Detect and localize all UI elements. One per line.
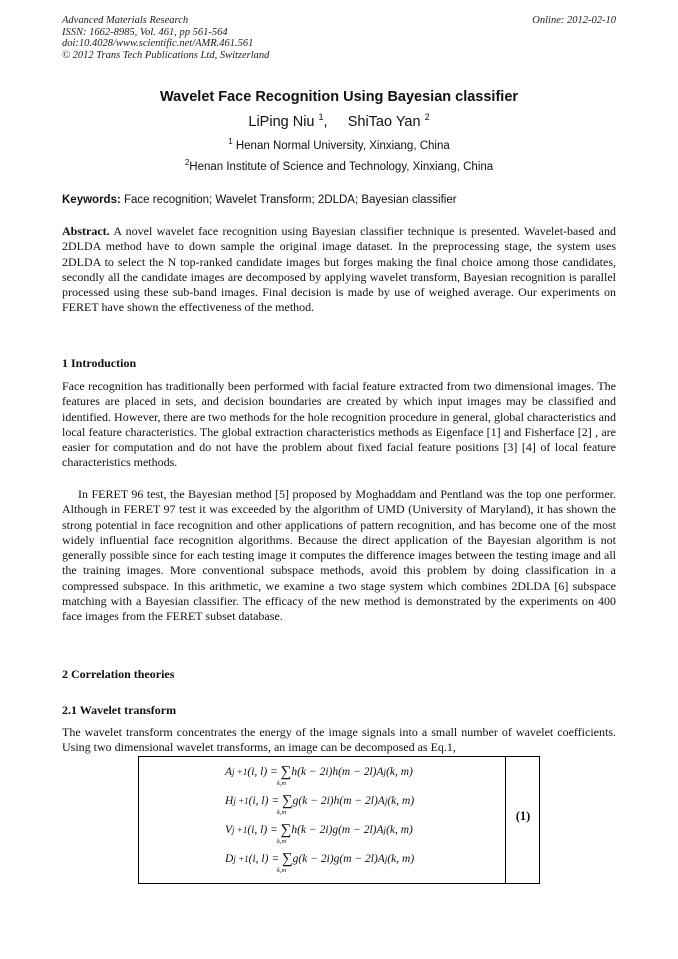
summation-symbol: ∑ [280,764,292,780]
summation-index: k,m [277,838,287,845]
equation-rhs-subscript: j [384,854,388,864]
equation-lhs: H [225,795,234,807]
equation-line [225,821,413,845]
intro-paragraph-1: Face recognition has traditionally been performed with facial feature extracted from two dimensional images. The features are placed in sets, and decision boundaries are created by which input images may be classified and identified. However, there are two methods for the hole recognition procedure in general, global characteristics and local feature characteristics. The global extraction characteristics methods as Eigenface [1] and Fisherface [2] , are easier for computation and do not have the problem about fixed facial feature positions [3] [4] of local feature characteristics methods. [62,379,616,470]
summation-index: k,m [277,809,287,816]
author-affiliation-mark: 1 [318,112,324,122]
equation-rhs: g(k − 2i)g(m − 2l)A [292,853,385,865]
equation-lhs: A [225,766,233,778]
summation-index: k,m [277,867,287,874]
author-name: LiPing Niu [248,113,315,130]
equation-lhs-subscript: j +1 [233,796,249,806]
affiliation-text: Henan Institute of Science and Technology, Xinxiang, China [189,160,494,173]
author-list [0,112,678,130]
equation-rhs-subscript: j [383,767,387,777]
keywords-label: Keywords: [62,194,121,206]
summation-symbol: ∑ [281,793,293,809]
author-affiliation-mark: 2 [424,112,430,122]
equation-rhs: g(k − 2i)h(m − 2l)A [292,795,385,807]
equation-line [225,850,415,874]
equation-tail: (k, m) [387,853,415,865]
equation-args: (i, l) = [247,824,278,836]
equation-lhs: V [225,824,233,836]
affiliation-mark: 1 [228,137,233,146]
author-separator: , [323,113,328,130]
copyright-line: © 2012 Trans Tech Publications Ltd, Switzerland [62,49,270,61]
equation-lhs: D [225,853,234,865]
equation-tail: (k, m) [386,766,413,778]
equation-tail: (k, m) [386,824,413,836]
section-heading-correlation: 2 Correlation theories [62,667,175,681]
abstract-text: A novel wavelet face recognition using Bayesian classifier technique is presented. Wavelet-based and 2DLDA method have to down sample the original image dataset. In the preprocessing stage, the system uses 2DLDA to select the N top-ranked candidate images but forges making the final choice among those candidates, secondly all the candidate images are decomposed by applying wavelet transform, Bayesian recognition is parallel processed using these sub-band images. Final decision is made by use of weighed average. Our experiments on FERET have shown the effectiveness of the method. [62,224,616,315]
summation-symbol: ∑ [280,822,292,838]
affiliation-text: Henan Normal University, Xinxiang, China [235,139,450,152]
journal-name: Advanced Materials Research [62,15,189,26]
abstract-label: Abstract. [62,224,110,238]
section-heading-introduction: 1 Introduction [62,356,137,370]
equation-rhs: h(k − 2i)g(m − 2l)A [291,824,384,836]
intro-paragraph-2: In FERET 96 test, the Bayesian method [5] proposed by Moghaddam and Pentland was the top one performer. Although in FERET 97 test it was exceeded by the algorithm of UMD (University of Maryland), it has shown the strong potential in face recognition and other applications of pattern recognition, and has become one of the most widely influential face recognition algorithms. Because the direct application of the Bayesian algorithm is not generally possible since for each testing image it computes the difference images between the testing image and all the training images. More conventional subspace methods, avoid this problem by doing classification in a compressed subspace. In this arithmetic, we examine a two stage system which combines 2DLDA [6] subspace matching with a Bayesian classifier. The efficacy of the new method is demonstrated by the experiments on 400 face images from the FERET subset database. [62,487,616,624]
equation-args: (i, l) = [248,853,280,865]
affiliation [0,158,678,173]
issn-line: ISSN: 1662-8985, Vol. 461, pp 561-564 [62,26,228,38]
journal-header [62,15,616,61]
equation-lhs-subscript: j +1 [233,854,249,864]
affiliation [0,137,678,152]
equation-rhs-subscript: j [383,825,387,835]
equation-table [138,756,540,884]
author-name: ShiTao Yan [347,113,421,130]
wavelet-paragraph: The wavelet transform concentrates the energy of the image signals into a small number of wavelet coefficients. Using two dimensional wavelet transforms, an image can be decomposed as Eq.1, [62,725,616,755]
keywords [62,194,616,206]
summation-symbol: ∑ [281,851,293,867]
paper-title: Wavelet Face Recognition Using Bayesian classifier [159,89,519,105]
summation-index: k,m [277,780,287,787]
subsection-heading-wavelet: 2.1 Wavelet transform [62,703,177,717]
affiliation-mark: 2 [184,158,190,167]
equation-number: (1) [515,809,531,823]
equation-lhs-subscript: j +1 [232,825,248,835]
doi-line: doi:10.4028/www.scientific.net/AMR.461.561 [62,38,254,49]
equation-line [225,763,413,787]
equation-line [225,792,415,816]
equation-rhs: h(k − 2i)h(m − 2l)A [291,766,384,778]
equation-rhs-subscript: j [384,796,388,806]
equation-args: (i, l) = [247,766,278,778]
equation-args: (i, l) = [248,795,280,807]
equation-lhs-subscript: j +1 [232,767,248,777]
keywords-text: Face recognition; Wavelet Transform; 2DLDA; Bayesian classifier [124,194,457,206]
equation-tail: (k, m) [387,795,415,807]
online-date: Online: 2012-02-10 [532,15,616,26]
abstract-paragraph [62,224,616,316]
